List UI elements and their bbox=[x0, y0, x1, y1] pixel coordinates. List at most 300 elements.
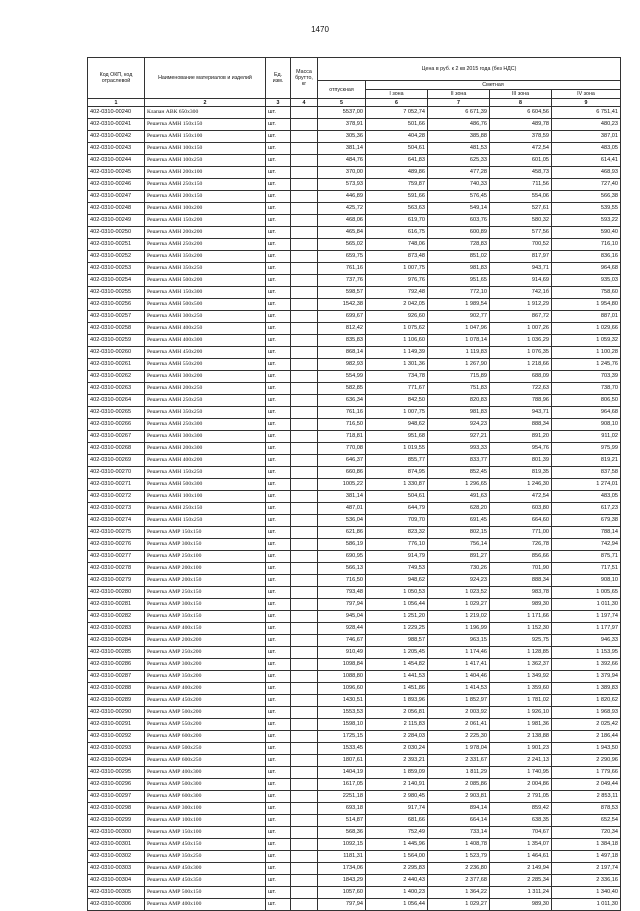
cell-release-price: 446,89 bbox=[318, 191, 366, 203]
cell-unit: шт. bbox=[266, 551, 291, 563]
table-row bbox=[88, 383, 621, 395]
cell-release-price: 1088,80 bbox=[318, 671, 366, 683]
cell-name: Решетка АМР 450х150 bbox=[145, 839, 266, 851]
cell-name: Решетка АМН 350х250 bbox=[145, 263, 266, 275]
cell-zone-1-price: 1 445,96 bbox=[366, 839, 428, 851]
cell-code: 402-0310-00251 bbox=[88, 239, 145, 251]
cell-mass bbox=[291, 527, 318, 539]
cell-name: Решетка АМР 250х100 bbox=[145, 551, 266, 563]
cell-release-price: 566,13 bbox=[318, 563, 366, 575]
cell-zone-2-price: 491,63 bbox=[428, 491, 490, 503]
cell-release-price: 1098,84 bbox=[318, 659, 366, 671]
cell-zone-1-price: 855,77 bbox=[366, 455, 428, 467]
cell-name: Решетка АМН 200х150 bbox=[145, 191, 266, 203]
cell-zone-2-price: 576,45 bbox=[428, 191, 490, 203]
table-row bbox=[88, 335, 621, 347]
cell-name: Решетка АМР 450х200 bbox=[145, 695, 266, 707]
table-row bbox=[88, 863, 621, 875]
cell-name: Решетка АМР 500х300 bbox=[145, 779, 266, 791]
cell-name: Решетка АМН 100х250 bbox=[145, 155, 266, 167]
cell-code: 402-0310-00250 bbox=[88, 227, 145, 239]
table-row bbox=[88, 791, 621, 803]
cell-zone-3-price: 1 781,02 bbox=[490, 695, 552, 707]
table-row bbox=[88, 347, 621, 359]
table-row bbox=[88, 827, 621, 839]
cell-release-price: 582,85 bbox=[318, 383, 366, 395]
cell-release-price: 812,42 bbox=[318, 323, 366, 335]
table-row bbox=[88, 587, 621, 599]
cell-zone-4-price: 717,51 bbox=[552, 563, 621, 575]
cell-mass bbox=[291, 431, 318, 443]
cell-zone-4-price: 1 197,74 bbox=[552, 611, 621, 623]
cell-unit: шт. bbox=[266, 623, 291, 635]
cell-code: 402-0310-00248 bbox=[88, 203, 145, 215]
cell-zone-4-price: 483,05 bbox=[552, 143, 621, 155]
cell-zone-4-price: 908,10 bbox=[552, 419, 621, 431]
cell-zone-1-price: 501,66 bbox=[366, 119, 428, 131]
cell-code: 402-0310-00270 bbox=[88, 467, 145, 479]
cell-zone-1-price: 1 454,82 bbox=[366, 659, 428, 671]
cell-name: Решетка АМР 350х200 bbox=[145, 671, 266, 683]
cell-unit: шт. bbox=[266, 299, 291, 311]
cell-release-price: 690,95 bbox=[318, 551, 366, 563]
cell-zone-1-price: 404,28 bbox=[366, 131, 428, 143]
table-row bbox=[88, 491, 621, 503]
cell-name: Решетка АМР 300х150 bbox=[145, 539, 266, 551]
cell-zone-3-price: 2 149,94 bbox=[490, 863, 552, 875]
cell-zone-4-price: 1 954,80 bbox=[552, 299, 621, 311]
cell-release-price: 378,91 bbox=[318, 119, 366, 131]
cell-release-price: 1096,60 bbox=[318, 683, 366, 695]
cell-name: Решетка АМН 150х200 bbox=[145, 215, 266, 227]
cell-name: Решетка АМН 250х200 bbox=[145, 239, 266, 251]
cell-zone-3-price: 1 926,10 bbox=[490, 707, 552, 719]
cell-zone-1-price: 1 564,00 bbox=[366, 851, 428, 863]
cell-zone-4-price: 1 389,83 bbox=[552, 683, 621, 695]
cell-release-price: 636,34 bbox=[318, 395, 366, 407]
cell-mass bbox=[291, 395, 318, 407]
cell-zone-3-price: 580,32 bbox=[490, 215, 552, 227]
cell-unit: шт. bbox=[266, 647, 291, 659]
cell-zone-3-price: 664,60 bbox=[490, 515, 552, 527]
cell-zone-4-price: 1 059,32 bbox=[552, 335, 621, 347]
cell-zone-2-price: 715,89 bbox=[428, 371, 490, 383]
cell-zone-3-price: 742,1б bbox=[490, 287, 552, 299]
cell-zone-3-price: 472,54 bbox=[490, 491, 552, 503]
cell-zone-2-price: 549,14 bbox=[428, 203, 490, 215]
cell-zone-2-price: 993,33 bbox=[428, 443, 490, 455]
table-row bbox=[88, 647, 621, 659]
cell-name: Решетка АМН 200х100 bbox=[145, 167, 266, 179]
cell-zone-1-price: 2 030,24 bbox=[366, 743, 428, 755]
cell-zone-2-price: 1 047,96 bbox=[428, 323, 490, 335]
cell-unit: шт. bbox=[266, 407, 291, 419]
cell-unit: шт. bbox=[266, 443, 291, 455]
cell-zone-3-price: 788,96 bbox=[490, 395, 552, 407]
cell-unit: шт. bbox=[266, 803, 291, 815]
table-row bbox=[88, 527, 621, 539]
cell-unit: шт. bbox=[266, 827, 291, 839]
cell-mass bbox=[291, 359, 318, 371]
cell-code: 402-0310-00243 bbox=[88, 143, 145, 155]
cell-code: 402-0310-00300 bbox=[88, 827, 145, 839]
cell-mass bbox=[291, 587, 318, 599]
cell-code: 402-0310-00290 bbox=[88, 707, 145, 719]
cell-name: Решетка АМН 150х250 bbox=[145, 467, 266, 479]
cell-zone-1-price: 1 056,44 bbox=[366, 899, 428, 911]
cell-release-price: 646,37 bbox=[318, 455, 366, 467]
cell-release-price: 797,94 bbox=[318, 899, 366, 911]
cell-code: 402-0310-00240 bbox=[88, 107, 145, 119]
cell-zone-4-price: 875,71 bbox=[552, 551, 621, 563]
cell-mass bbox=[291, 371, 318, 383]
cell-zone-4-price: 887,01 bbox=[552, 311, 621, 323]
cell-zone-4-price: 1 153,95 bbox=[552, 647, 621, 659]
header-unit: Ед. изм. bbox=[266, 58, 291, 99]
cell-name: Решетка АМН 400х200 bbox=[145, 455, 266, 467]
cell-zone-3-price: 527,61 bbox=[490, 203, 552, 215]
cell-code: 402-0310-00276 bbox=[88, 539, 145, 551]
table-row bbox=[88, 179, 621, 191]
header-zone-1: I зона bbox=[366, 90, 428, 99]
cell-name: Решетка АМН 150х250 bbox=[145, 515, 266, 527]
cell-mass bbox=[291, 455, 318, 467]
cell-code: 402-0310-00253 bbox=[88, 263, 145, 275]
cell-zone-3-price: 925,75 bbox=[490, 635, 552, 647]
cell-zone-1-price: 1 451,86 bbox=[366, 683, 428, 695]
cell-zone-4-price: 738,70 bbox=[552, 383, 621, 395]
cell-release-price: 1617,05 bbox=[318, 779, 366, 791]
cell-name: Решетка АМР 200х150 bbox=[145, 575, 266, 587]
table-row bbox=[88, 455, 621, 467]
cell-zone-3-price: 954,76 bbox=[490, 443, 552, 455]
header-code: Код ОКП, код отраслевой bbox=[88, 58, 145, 99]
cell-mass bbox=[291, 635, 318, 647]
cell-name: Решетка АМР 450х350 bbox=[145, 875, 266, 887]
table-row bbox=[88, 299, 621, 311]
table-row bbox=[88, 251, 621, 263]
cell-zone-4-price: 2 290,96 bbox=[552, 755, 621, 767]
cell-name: Решетка АМН 350х200 bbox=[145, 251, 266, 263]
cell-name: Решетка АМН 300х300 bbox=[145, 431, 266, 443]
cell-mass bbox=[291, 671, 318, 683]
table-row bbox=[88, 131, 621, 143]
cell-code: 402-0310-00244 bbox=[88, 155, 145, 167]
table-row bbox=[88, 743, 621, 755]
cell-zone-1-price: 2 140,91 bbox=[366, 779, 428, 791]
cell-code: 402-0310-00272 bbox=[88, 491, 145, 503]
cell-zone-1-price: 776,10 bbox=[366, 539, 428, 551]
cell-release-price: 554,99 bbox=[318, 371, 366, 383]
cell-unit: шт. bbox=[266, 611, 291, 623]
table-row bbox=[88, 503, 621, 515]
cell-release-price: 1430,51 bbox=[318, 695, 366, 707]
cell-zone-2-price: 1 989,54 bbox=[428, 299, 490, 311]
cell-zone-3-price: 688,09 bbox=[490, 371, 552, 383]
cell-release-price: 737,76 bbox=[318, 275, 366, 287]
cell-zone-2-price: 1 267,90 bbox=[428, 359, 490, 371]
cell-name: Решетка АМР 400х100 bbox=[145, 899, 266, 911]
table-row bbox=[88, 563, 621, 575]
table-row bbox=[88, 287, 621, 299]
cell-zone-1-price: 842,50 bbox=[366, 395, 428, 407]
cell-zone-2-price: 664,14 bbox=[428, 815, 490, 827]
cell-name: Решетка АМР 150х100 bbox=[145, 827, 266, 839]
cell-zone-3-price: 1 246,30 bbox=[490, 479, 552, 491]
col-number: 2 bbox=[145, 99, 266, 107]
cell-zone-2-price: 1 364,22 bbox=[428, 887, 490, 899]
cell-unit: шт. bbox=[266, 143, 291, 155]
cell-unit: шт. bbox=[266, 119, 291, 131]
cell-zone-4-price: 590,40 bbox=[552, 227, 621, 239]
col-number: 3 bbox=[266, 99, 291, 107]
cell-zone-3-price: 711,56 bbox=[490, 179, 552, 191]
cell-zone-3-price: 943,71 bbox=[490, 407, 552, 419]
col-number: 8 bbox=[490, 99, 552, 107]
cell-name: Решетка АМР 450х300 bbox=[145, 863, 266, 875]
cell-code: 402-0310-00302 bbox=[88, 851, 145, 863]
cell-unit: шт. bbox=[266, 371, 291, 383]
cell-zone-2-price: 751,83 bbox=[428, 383, 490, 395]
cell-zone-1-price: 1 075,62 bbox=[366, 323, 428, 335]
cell-zone-4-price: 614,41 bbox=[552, 155, 621, 167]
cell-zone-3-price: 603,80 bbox=[490, 503, 552, 515]
cell-zone-1-price: 1 859,09 bbox=[366, 767, 428, 779]
cell-unit: шт. bbox=[266, 671, 291, 683]
cell-code: 402-0310-00265 bbox=[88, 407, 145, 419]
cell-zone-2-price: 625,33 bbox=[428, 155, 490, 167]
cell-zone-3-price: 1 076,35 bbox=[490, 347, 552, 359]
cell-zone-1-price: 641,83 bbox=[366, 155, 428, 167]
cell-name: Решетка АМН 400х250 bbox=[145, 323, 266, 335]
cell-zone-1-price: 504,61 bbox=[366, 143, 428, 155]
cell-mass bbox=[291, 791, 318, 803]
cell-name: Решетка АМР 100х100 bbox=[145, 815, 266, 827]
cell-mass bbox=[291, 287, 318, 299]
cell-zone-1-price: 976,76 bbox=[366, 275, 428, 287]
table-row bbox=[88, 155, 621, 167]
cell-zone-1-price: 1 007,75 bbox=[366, 407, 428, 419]
cell-zone-4-price: 742,94 bbox=[552, 539, 621, 551]
cell-mass bbox=[291, 731, 318, 743]
cell-zone-1-price: 2 295,83 bbox=[366, 863, 428, 875]
cell-name: Решетка АМР 400х300 bbox=[145, 767, 266, 779]
cell-zone-2-price: 600,89 bbox=[428, 227, 490, 239]
cell-release-price: 565,02 bbox=[318, 239, 366, 251]
cell-unit: шт. bbox=[266, 587, 291, 599]
cell-release-price: 1734,06 bbox=[318, 863, 366, 875]
cell-zone-4-price: 1 011,30 bbox=[552, 599, 621, 611]
cell-release-price: 381,14 bbox=[318, 143, 366, 155]
cell-unit: шт. bbox=[266, 899, 291, 911]
cell-zone-2-price: 963,15 bbox=[428, 635, 490, 647]
cell-zone-2-price: 981,83 bbox=[428, 407, 490, 419]
cell-name: Решетка АМР 200х100 bbox=[145, 563, 266, 575]
cell-unit: шт. bbox=[266, 155, 291, 167]
cell-zone-2-price: 1 196,99 bbox=[428, 623, 490, 635]
cell-mass bbox=[291, 827, 318, 839]
cell-zone-4-price: 911,02 bbox=[552, 431, 621, 443]
cell-mass bbox=[291, 479, 318, 491]
cell-code: 402-0310-00293 bbox=[88, 743, 145, 755]
cell-zone-3-price: 700,52 bbox=[490, 239, 552, 251]
cell-unit: шт. bbox=[266, 491, 291, 503]
cell-release-price: 1553,53 bbox=[318, 707, 366, 719]
cell-zone-3-price: 771,00 bbox=[490, 527, 552, 539]
table-row bbox=[88, 467, 621, 479]
cell-zone-3-price: 856,66 bbox=[490, 551, 552, 563]
cell-release-price: 797,94 bbox=[318, 599, 366, 611]
cell-zone-2-price: 852,45 bbox=[428, 467, 490, 479]
cell-release-price: 746,67 bbox=[318, 635, 366, 647]
cell-zone-2-price: 924,23 bbox=[428, 419, 490, 431]
cell-zone-4-price: 964,68 bbox=[552, 263, 621, 275]
cell-release-price: 761,16 bbox=[318, 263, 366, 275]
page-number: 1470 bbox=[311, 25, 329, 34]
cell-zone-1-price: 1 050,53 bbox=[366, 587, 428, 599]
cell-mass bbox=[291, 875, 318, 887]
cell-release-price: 305,36 bbox=[318, 131, 366, 143]
cell-zone-4-price: 1 340,40 bbox=[552, 887, 621, 899]
cell-zone-4-price: 788,14 bbox=[552, 527, 621, 539]
cell-zone-1-price: 2 042,05 bbox=[366, 299, 428, 311]
cell-zone-1-price: 2 393,21 bbox=[366, 755, 428, 767]
cell-unit: шт. bbox=[266, 395, 291, 407]
header-zone-4: IV зона bbox=[552, 90, 621, 99]
cell-zone-2-price: 1 119,83 bbox=[428, 347, 490, 359]
cell-mass bbox=[291, 491, 318, 503]
cell-zone-2-price: 833,77 bbox=[428, 455, 490, 467]
cell-zone-4-price: 703,39 bbox=[552, 371, 621, 383]
cell-zone-2-price: 820,83 bbox=[428, 395, 490, 407]
cell-name: Решетка АМН 150х100 bbox=[145, 131, 266, 143]
table-row bbox=[88, 107, 621, 119]
header-zone-3: III зона bbox=[490, 90, 552, 99]
cell-name: Решетка АМН 150х150 bbox=[145, 119, 266, 131]
cell-zone-3-price: 1 354,07 bbox=[490, 839, 552, 851]
cell-zone-2-price: 1 174,46 bbox=[428, 647, 490, 659]
cell-zone-3-price: 2 004,86 bbox=[490, 779, 552, 791]
table-row bbox=[88, 323, 621, 335]
cell-zone-4-price: 1 274,01 bbox=[552, 479, 621, 491]
table-row bbox=[88, 611, 621, 623]
cell-zone-2-price: 691,45 bbox=[428, 515, 490, 527]
cell-zone-3-price: 983,78 bbox=[490, 587, 552, 599]
cell-zone-3-price: 888,34 bbox=[490, 419, 552, 431]
cell-zone-1-price: 749,53 bbox=[366, 563, 428, 575]
cell-name: Решетка АМН 300х200 bbox=[145, 371, 266, 383]
cell-unit: шт. bbox=[266, 107, 291, 119]
cell-zone-3-price: 1 981,36 bbox=[490, 719, 552, 731]
cell-zone-3-price: 888,34 bbox=[490, 575, 552, 587]
cell-unit: шт. bbox=[266, 875, 291, 887]
cell-zone-1-price: 1 106,60 bbox=[366, 335, 428, 347]
cell-unit: шт. bbox=[266, 455, 291, 467]
table-row bbox=[88, 659, 621, 671]
table-row bbox=[88, 395, 621, 407]
cell-zone-2-price: 733,14 bbox=[428, 827, 490, 839]
cell-zone-2-price: 1 417,41 bbox=[428, 659, 490, 671]
cell-zone-1-price: 7 052,74 bbox=[366, 107, 428, 119]
table-row bbox=[88, 719, 621, 731]
cell-unit: шт. bbox=[266, 851, 291, 863]
cell-name: Решетка АМР 150х150 bbox=[145, 527, 266, 539]
cell-mass bbox=[291, 179, 318, 191]
cell-release-price: 465,84 bbox=[318, 227, 366, 239]
cell-zone-2-price: 486,76 bbox=[428, 119, 490, 131]
cell-zone-3-price: 1 740,95 bbox=[490, 767, 552, 779]
cell-zone-2-price: 2 236,80 bbox=[428, 863, 490, 875]
cell-zone-1-price: 1 229,25 bbox=[366, 623, 428, 635]
cell-code: 402-0310-00279 bbox=[88, 575, 145, 587]
cell-zone-4-price: 387,01 bbox=[552, 131, 621, 143]
table-row bbox=[88, 203, 621, 215]
cell-zone-1-price: 2 284,03 bbox=[366, 731, 428, 743]
cell-zone-1-price: 2 056,81 bbox=[366, 707, 428, 719]
cell-name: Решетка АМН 200х200 bbox=[145, 227, 266, 239]
cell-unit: шт. bbox=[266, 635, 291, 647]
cell-release-price: 659,75 bbox=[318, 251, 366, 263]
cell-zone-2-price: 2 225,30 bbox=[428, 731, 490, 743]
cell-code: 402-0310-00263 bbox=[88, 383, 145, 395]
table-row bbox=[88, 443, 621, 455]
cell-mass bbox=[291, 335, 318, 347]
cell-zone-2-price: 6 671,39 bbox=[428, 107, 490, 119]
table-row bbox=[88, 263, 621, 275]
cell-zone-4-price: 1 497,18 bbox=[552, 851, 621, 863]
col-number: 7 bbox=[428, 99, 490, 107]
cell-release-price: 1542,38 bbox=[318, 299, 366, 311]
cell-zone-3-price: 554,06 bbox=[490, 191, 552, 203]
cell-name: Решетка АМР 600х300 bbox=[145, 791, 266, 803]
cell-code: 402-0310-00277 bbox=[88, 551, 145, 563]
cell-zone-1-price: 874,95 bbox=[366, 467, 428, 479]
table-row bbox=[88, 275, 621, 287]
cell-name: Решетка АМН 550х200 bbox=[145, 359, 266, 371]
cell-code: 402-0310-00247 bbox=[88, 191, 145, 203]
cell-mass bbox=[291, 443, 318, 455]
cell-zone-1-price: 681,66 bbox=[366, 815, 428, 827]
cell-zone-2-price: 1 978,04 bbox=[428, 743, 490, 755]
cell-zone-3-price: 914,69 bbox=[490, 275, 552, 287]
cell-mass bbox=[291, 227, 318, 239]
cell-zone-4-price: 1 384,18 bbox=[552, 839, 621, 851]
cell-zone-3-price: 1 152,30 bbox=[490, 623, 552, 635]
cell-zone-3-price: 1 007,26 bbox=[490, 323, 552, 335]
cell-mass bbox=[291, 515, 318, 527]
table-header bbox=[88, 58, 621, 107]
table-row bbox=[88, 515, 621, 527]
cell-unit: шт. bbox=[266, 419, 291, 431]
cell-code: 402-0310-00241 bbox=[88, 119, 145, 131]
cell-code: 402-0310-00255 bbox=[88, 287, 145, 299]
cell-release-price: 660,86 bbox=[318, 467, 366, 479]
cell-mass bbox=[291, 707, 318, 719]
cell-zone-2-price: 2 377,68 bbox=[428, 875, 490, 887]
cell-zone-1-price: 1 205,45 bbox=[366, 647, 428, 659]
cell-zone-3-price: 1 171,66 bbox=[490, 611, 552, 623]
cell-release-price: 2251,18 bbox=[318, 791, 366, 803]
cell-zone-2-price: 902,77 bbox=[428, 311, 490, 323]
cell-name: Клапан АВК 650х300 bbox=[145, 107, 266, 119]
header-mass: Масса брутто, кг bbox=[291, 58, 318, 99]
cell-unit: шт. bbox=[266, 599, 291, 611]
cell-release-price: 568,36 bbox=[318, 827, 366, 839]
table-row bbox=[88, 371, 621, 383]
cell-zone-2-price: 1 523,79 bbox=[428, 851, 490, 863]
cell-zone-3-price: 1 362,37 bbox=[490, 659, 552, 671]
cell-code: 402-0310-00262 bbox=[88, 371, 145, 383]
